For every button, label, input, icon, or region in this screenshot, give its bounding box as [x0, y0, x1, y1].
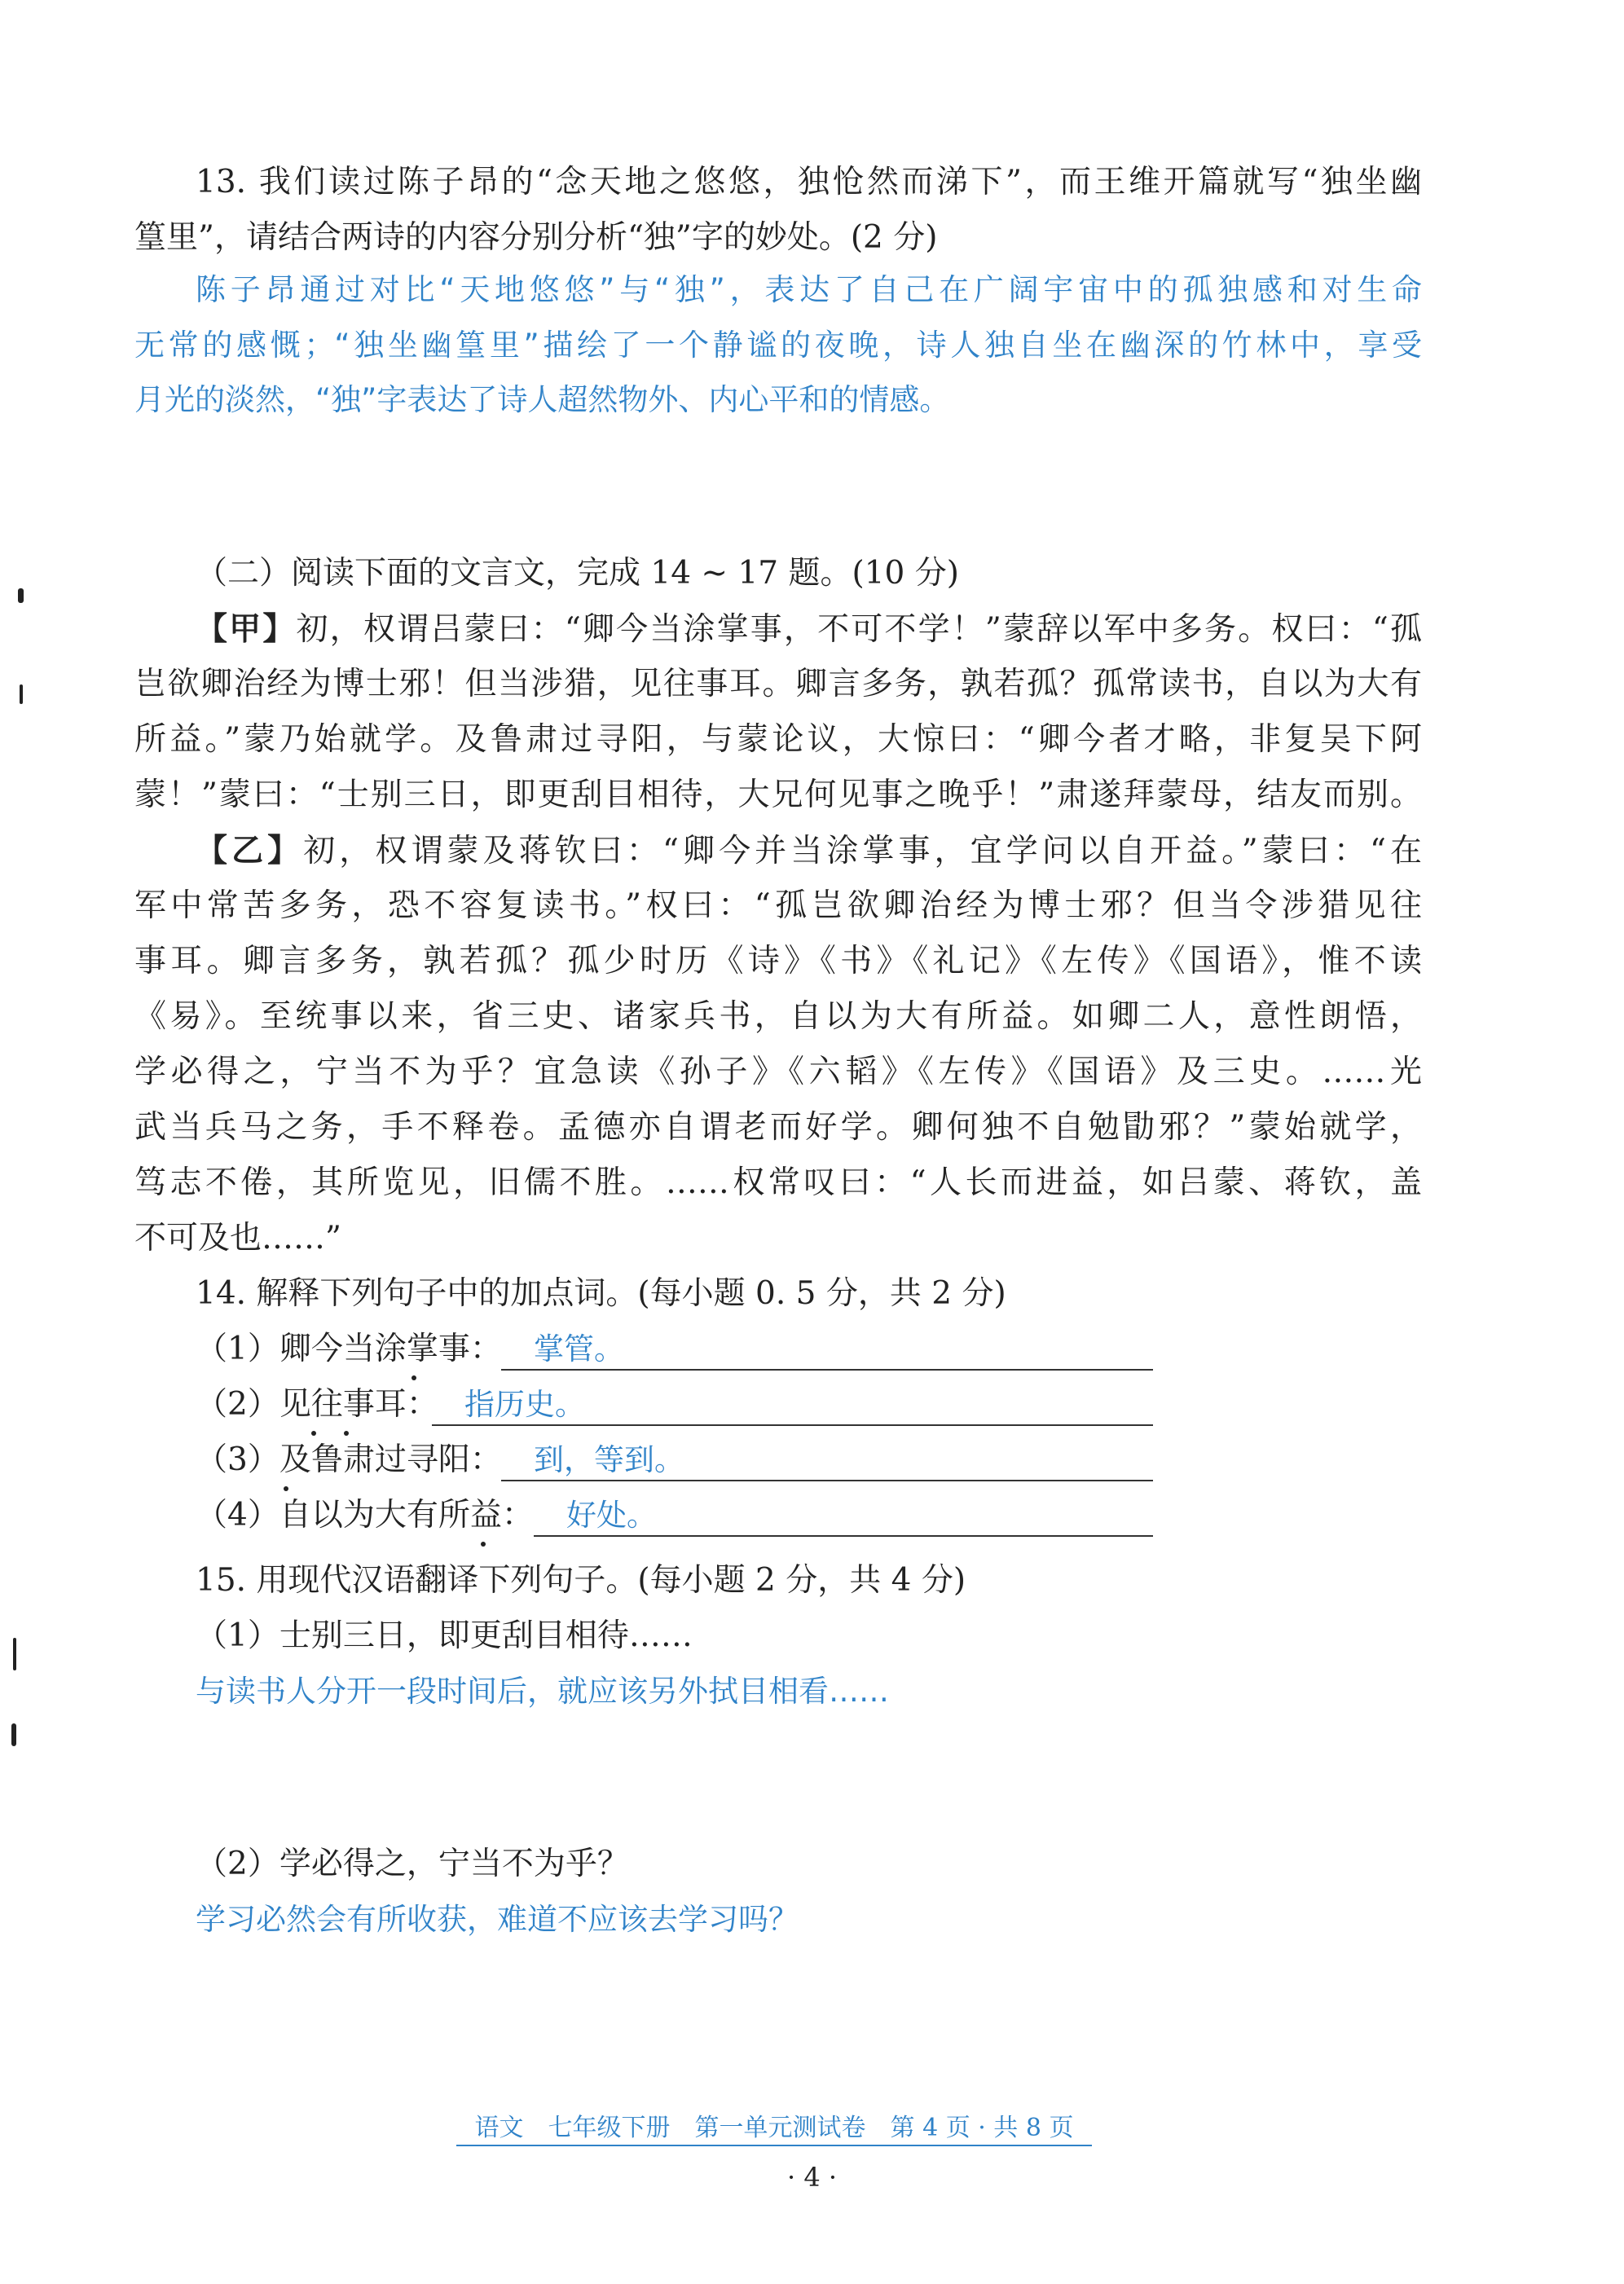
jia-line3: 所益。”蒙乃始就学。及鲁肃过寻阳，与蒙论议，大惊曰：“卿今者才略，非复吴下阿 — [134, 721, 1422, 758]
yi-line3: 事耳。卿言多务，孰若孤？孤少时历《诗》《书》《礼记》《左传》《国语》，惟不读 — [134, 943, 1422, 979]
emphasis-dot — [284, 1486, 288, 1491]
jia-line1: 【甲】初，权谓吕蒙曰：“卿今当涂掌事，不可不学！”蒙辞以军中多务。权曰：“孤 — [196, 610, 1422, 648]
jia-line4: 蒙！”蒙曰：“士别三日，即更刮目相待，大兄何见事之晚乎！”肃遂拜蒙母，结友而别。 — [134, 777, 1422, 813]
q14-item-4 — [196, 1494, 657, 1537]
section2-heading: （二）阅读下面的文言文，完成 14 ~ 17 题。(10 分) — [196, 555, 959, 592]
q14-item-answer: 到，等到。 — [534, 1442, 684, 1477]
q15-answer-1: 与读书人分开一段时间后，就应该另外拭目相看…… — [196, 1674, 889, 1709]
q14-item-answer: 好处。 — [566, 1498, 657, 1533]
q14-item-1 — [196, 1328, 624, 1371]
q14-item-label: （3）及鲁肃过寻阳： — [196, 1441, 502, 1478]
yi-line2: 军中常苦多务，恐不容复读书。”权曰：“孤岂欲卿治经为博士邪？但当令涉猎见往 — [134, 887, 1422, 924]
yi-line4: 《易》。至统事以来，省三史、诸家兵书，自以为大有所益。如卿二人，意性朗悟， — [134, 998, 1422, 1035]
q15-sentence-1: （1）士别三日，即更刮目相待…… — [196, 1617, 693, 1654]
q15-title: 15. 用现代汉语翻译下列句子。(每小题 2 分，共 4 分) — [196, 1562, 966, 1599]
yi-label: 【乙】 — [196, 832, 304, 869]
q14-item-answer: 指历史。 — [464, 1387, 585, 1422]
emphasis-dot — [412, 1375, 416, 1380]
emphasis-dot — [311, 1431, 316, 1436]
yi-line7: 笃志不倦，其所览见，旧儒不胜。……权常叹曰：“人长而进益，如吕蒙、蒋钦，盖 — [134, 1164, 1422, 1201]
binding-mark — [20, 684, 23, 704]
jia-line2: 岂欲卿治经为博士邪！但当涉猎，见往事耳。卿言多务，孰若孤？孤常读书，自以为大有 — [134, 666, 1422, 702]
q14-item-label: （1）卿今当涂掌事： — [196, 1331, 502, 1367]
binding-mark — [13, 1638, 16, 1670]
binding-mark — [11, 1723, 16, 1746]
page-number: · 4 · — [786, 2162, 838, 2193]
q15-answer-2: 学习必然会有所收获，难道不应该去学习吗？ — [196, 1902, 799, 1937]
q13-answer-line3: 月光的淡然，“独”字表达了诗人超然物外、内心平和的情感。 — [134, 382, 950, 417]
yi-line6: 武当兵马之务，手不释卷。孟德亦自谓老而好学。卿何独不自勉勖邪？”蒙始就学， — [134, 1109, 1422, 1146]
page-footer: 语文 七年级下册 第一单元测试卷 第 4 页 · 共 8 页 — [456, 2112, 1092, 2146]
emphasis-dot — [344, 1431, 349, 1436]
q14-item-3 — [196, 1439, 684, 1481]
q14-item-answer: 掌管。 — [534, 1331, 624, 1366]
yi-line8: 不可及也……” — [134, 1220, 341, 1256]
emphasis-dot — [481, 1542, 486, 1547]
yi-line1: 【乙】初，权谓蒙及蒋钦曰：“卿今并当涂掌事，宜学问以自开益。”蒙曰：“在 — [196, 832, 1422, 869]
q14-title: 14. 解释下列句子中的加点词。(每小题 0. 5 分，共 2 分) — [196, 1275, 1006, 1312]
q13-answer-line1: 陈子昂通过对比“天地悠悠”与“独”，表达了自己在广阔宇宙中的孤独感和对生命 — [196, 272, 1422, 307]
q13-answer-line2: 无常的感慨；“独坐幽篁里”描绘了一个静谧的夜晚，诗人独自坐在幽深的竹林中，享受 — [134, 328, 1422, 363]
q13-line2: 篁里”，请结合两诗的内容分别分析“独”字的妙处。(2 分) — [134, 219, 938, 256]
yi-line5: 学必得之，宁当不为乎？宜急读《孙子》《六韬》《左传》《国语》及三史。……光 — [134, 1054, 1422, 1090]
q13-line1: 13. 我们读过陈子昂的“念天地之悠悠，独怆然而涕下”，而王维开篇就写“独坐幽 — [196, 164, 1422, 200]
binding-mark — [18, 588, 24, 603]
q14-item-2 — [196, 1384, 585, 1426]
q15-sentence-2: （2）学必得之，宁当不为乎？ — [196, 1846, 629, 1882]
jia-label: 【甲】 — [196, 610, 297, 648]
q14-item-label: （4）自以为大有所益： — [196, 1497, 534, 1534]
q14-item-label: （2）见往事耳： — [196, 1386, 438, 1423]
